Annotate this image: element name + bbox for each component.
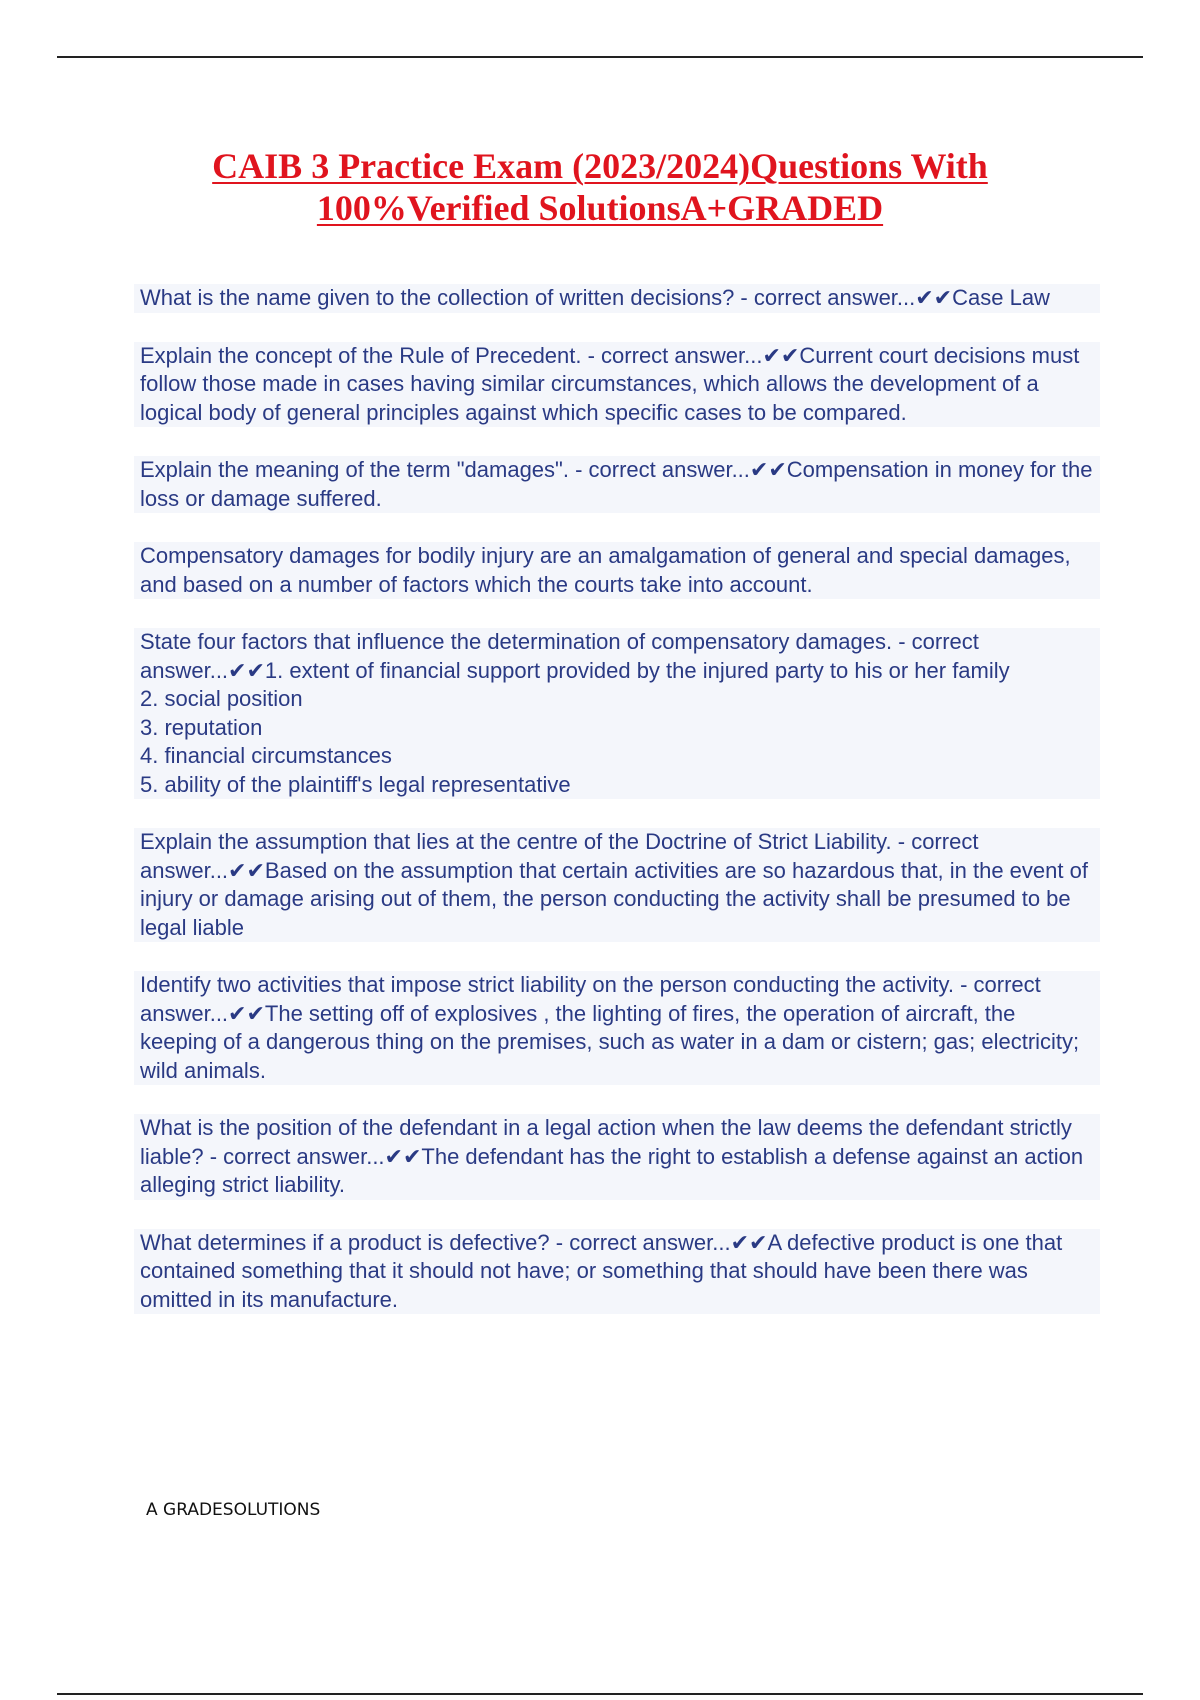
qa-text: Compensatory damages for bodily injury are an amalgamation of general and special damages, and based on a number of factors which the courts take into account.: [140, 543, 1071, 597]
qa-item: [134, 542, 1100, 599]
title-line-1: CAIB 3 Practice Exam (2023/2024)Questions With: [212, 146, 988, 186]
top-rule: [57, 56, 1143, 58]
title-line-2: 100%Verified SolutionsA+GRADED: [316, 188, 884, 228]
qa-text: What is the position of the defendant in a legal action when the law deems the defendant strictly liable? - correct answer...✔✔The defendant has the right to establish a defense against an action alleging strict liability.: [140, 1115, 1084, 1197]
list-item: 5. ability of the plaintiff's legal representative: [140, 771, 571, 797]
qa-item: [134, 971, 1100, 1085]
qa-item: [134, 828, 1100, 942]
qa-item: [134, 628, 1100, 799]
qa-item: [134, 1229, 1100, 1315]
qa-item: [134, 342, 1100, 428]
list-item: 3. reputation: [140, 714, 263, 740]
list-item: 4. financial circumstances: [140, 743, 392, 768]
qa-item: [134, 1114, 1100, 1200]
qa-text: Explain the concept of the Rule of Precedent. - correct answer...✔✔Current court decisions must follow those made in cases having similar circumstances, which allows the development of a logical body of general principles against which specific cases to be compared.: [140, 342, 1080, 425]
list-item: 2. social position: [140, 686, 303, 711]
qa-text: Explain the meaning of the term "damages". - correct answer...✔✔Compensation in money for the loss or damage suffered.: [140, 457, 1093, 511]
qa-text: Identify two activities that impose strict liability on the person conducting the activity. - correct answer...✔✔The setting off of explosives , the lighting of fires, the operation of aircraft, the keeping of a dangerous thing on the premises, such as water in a dam or cistern; gas; electricity; wild animals.: [140, 972, 1080, 1083]
qa-item: [134, 284, 1100, 313]
bottom-rule: [57, 1693, 1143, 1695]
footer-text: A GRADESOLUTIONS: [146, 1500, 321, 1520]
document-title: [100, 145, 1100, 229]
qa-text: What is the name given to the collection of written decisions? - correct answer...✔✔Case Law: [140, 285, 1050, 310]
qa-text: Explain the assumption that lies at the centre of the Doctrine of Strict Liability. - correct answer...✔✔Based on the assumption that certain activities are so hazardous that, in the event of injury or damage arising out of them, the person conducting the activity shall be presumed to be legal liable: [140, 829, 1088, 940]
qa-item: [134, 456, 1100, 513]
document-body: [140, 284, 1100, 1343]
qa-text: What determines if a product is defective? - correct answer...✔✔A defective product is one that contained something that it should not have; or something that should have been there was omitted in its manufacture.: [140, 1229, 1063, 1312]
qa-text: State four factors that influence the determination of compensatory damages. - correct answer...✔✔1. extent of financial support provided by the injured party to his or her family: [140, 629, 1010, 683]
